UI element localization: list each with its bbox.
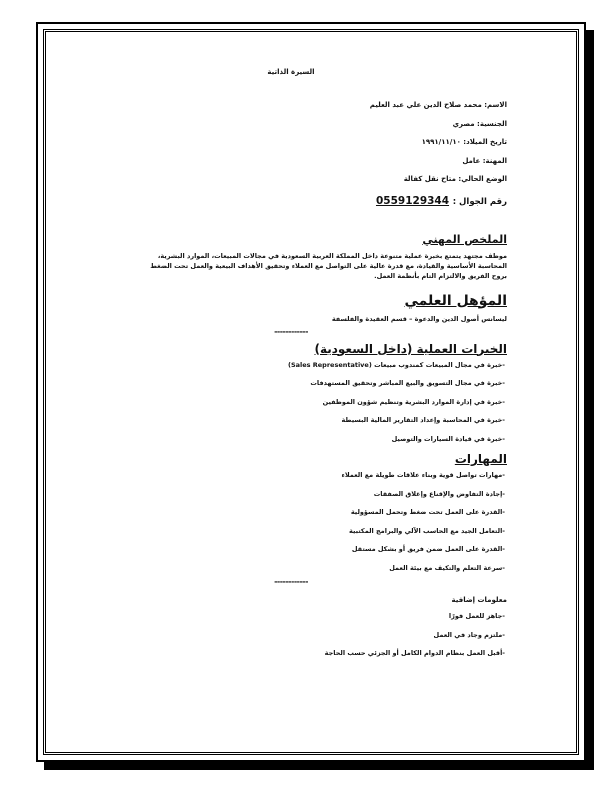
phone-number: 0559129344 <box>375 194 450 207</box>
education-text: ليسانس أصول الدين والدعوة – قسم العقيدة والفلسفة <box>331 314 507 323</box>
summary-text <box>75 251 507 281</box>
list-item: -خبرة في المحاسبة وإعداد التقارير المالية البسيطة <box>341 416 505 424</box>
skills-heading: المهارات <box>454 452 507 466</box>
summary-heading: الملخص المهني <box>422 232 507 246</box>
list-item: -القدرة على العمل تحت ضغط وتحمل المسؤولية <box>350 508 505 516</box>
profession-line: المهنة: عامل <box>462 156 507 165</box>
document-title: السيرة الذاتية <box>267 68 315 76</box>
separator: ------------ <box>274 326 308 336</box>
list-item: -خبرة في قيادة السيارات والتوصيل <box>391 434 505 443</box>
list-item: -خبرة في مجال التسويق والبيع المباشر وتحقيق المستهدفات <box>310 379 505 387</box>
additional-heading: معلومات إضافية <box>451 596 507 604</box>
education-heading: المؤهل العلمي <box>404 292 507 309</box>
personal-info <box>75 100 507 207</box>
cv-document <box>75 58 507 667</box>
list-item: -ملتزم وجاد في العمل <box>433 630 505 639</box>
list-item: -مهارات تواصل قوية وبناء علاقات طويلة مع العملاء <box>341 471 505 479</box>
summary-line: المحاسبة الأساسية والقيادة، مع قدرة عالية على التواصل مع العملاء وتحقيق الأهداف البيعية والعمل تحت الضغط <box>150 261 507 270</box>
nationality-line: الجنسية: مصري <box>452 119 507 128</box>
list-item: -أقبل العمل بنظام الدوام الكامل أو الجزئي حسب الحاجة <box>324 649 505 657</box>
status-line: الوضع الحالي: متاح نقل كفالة <box>403 175 507 183</box>
list-item: -سرعة التعلم والتكيف مع بيئة العمل <box>389 563 505 572</box>
list-item: -إجادة التفاوض والإقناع وإغلاق الصفقات <box>373 489 505 498</box>
additional-list <box>75 611 507 667</box>
dob-line: تاريخ الميلاد: ١٩٩١/١١/١٠ <box>421 138 507 146</box>
list-item: -خبرة في مجال المبيعات كمندوب مبيعات (Sales Representative) <box>287 360 505 369</box>
experience-list <box>75 360 507 453</box>
summary-line: بروح الفريق والالتزام التام بأنظمة العمل. <box>374 271 507 280</box>
name-line: الاسم: محمد صلاح الدين علي عبد العليم <box>369 101 507 109</box>
list-item: -جاهز للعمل فورًا <box>448 612 505 620</box>
phone-label: رقم الجوال : <box>452 196 507 207</box>
separator: ------------ <box>274 577 308 586</box>
experience-heading: الخبرات العملية (داخل السعودية) <box>314 341 507 356</box>
skills-list <box>75 470 507 581</box>
list-item: -التعامل الجيد مع الحاسب الآلي والبرامج المكتبية <box>349 526 505 535</box>
summary-line: موظف مجتهد يتمتع بخبرة عملية متنوعة داخل المملكة العربية السعودية في مجالات المبيعات، الموارد البشرية، <box>157 251 507 260</box>
phone-line <box>75 195 507 207</box>
list-item: -القدرة على العمل ضمن فريق أو بشكل مستقل <box>351 545 505 553</box>
list-item: -خبرة في إدارة الموارد البشرية وتنظيم شؤون الموظفين <box>322 397 505 406</box>
